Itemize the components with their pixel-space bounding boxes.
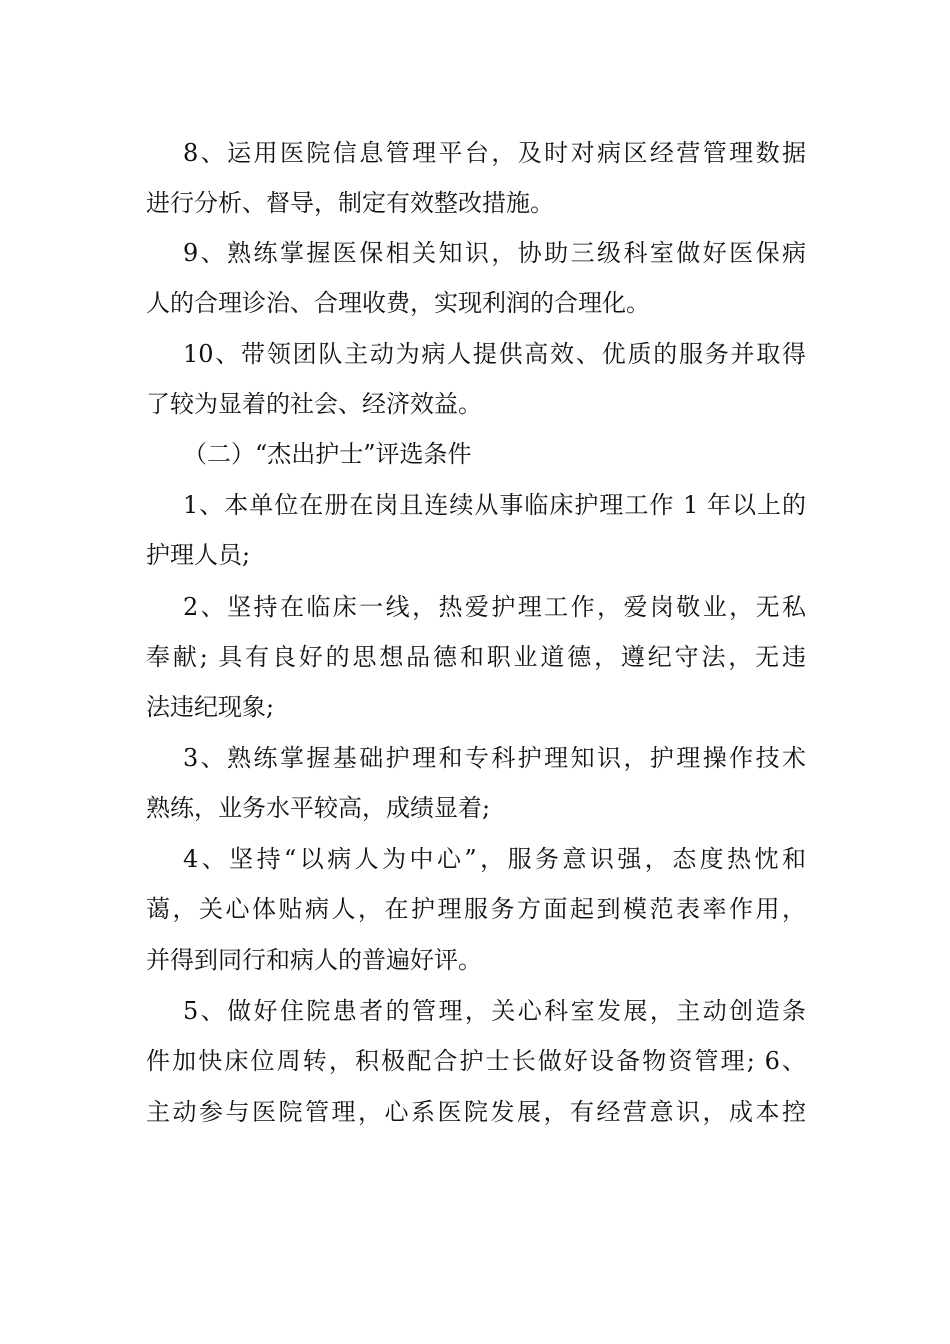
criterion-1-line-2: 护理人员; <box>146 541 251 569</box>
paragraph-10-line-1: 10、带领团队主动为病人提供高效、优质的服务并取得 <box>183 340 806 368</box>
section-heading: （二）“杰出护士”评选条件 <box>183 440 472 468</box>
criterion-4-line-2: 蔼，关心体贴病人，在护理服务方面起到模范表率作用， <box>146 895 806 923</box>
criterion-1-line-1: 1、本单位在册在岗且连续从事临床护理工作 1 年以上的 <box>183 491 806 519</box>
criterion-4-line-3: 并得到同行和病人的普遍好评。 <box>146 946 482 974</box>
criterion-5-line-2: 件加快床位周转，积极配合护士长做好设备物资管理; 6、 <box>146 1047 806 1075</box>
paragraph-9-line-2: 人的合理诊治、合理收费，实现利润的合理化。 <box>146 289 650 317</box>
paragraph-8-line-2: 进行分析、督导，制定有效整改措施。 <box>146 189 554 217</box>
criterion-2-line-3: 法违纪现象; <box>146 693 275 721</box>
criterion-3-line-2: 熟练，业务水平较高，成绩显着; <box>146 794 491 822</box>
paragraph-8-line-1: 8、运用医院信息管理平台，及时对病区经营管理数据 <box>183 139 806 167</box>
criterion-6-line-1: 主动参与医院管理，心系医院发展，有经营意识，成本控 <box>146 1098 806 1126</box>
paragraph-9-line-1: 9、熟练掌握医保相关知识，协助三级科室做好医保病 <box>183 239 806 267</box>
paragraph-10-line-2: 了较为显着的社会、经济效益。 <box>146 390 482 418</box>
criterion-3-line-1: 3、熟练掌握基础护理和专科护理知识，护理操作技术 <box>183 744 806 772</box>
criterion-4-line-1: 4、坚持“以病人为中心”，服务意识强，态度热忱和 <box>183 845 806 873</box>
criterion-2-line-2: 奉献; 具有良好的思想品德和职业道德，遵纪守法，无违 <box>146 643 806 671</box>
criterion-5-line-1: 5、做好住院患者的管理，关心科室发展，主动创造条 <box>183 997 806 1025</box>
criterion-2-line-1: 2、坚持在临床一线，热爱护理工作，爱岗敬业，无私 <box>183 593 806 621</box>
